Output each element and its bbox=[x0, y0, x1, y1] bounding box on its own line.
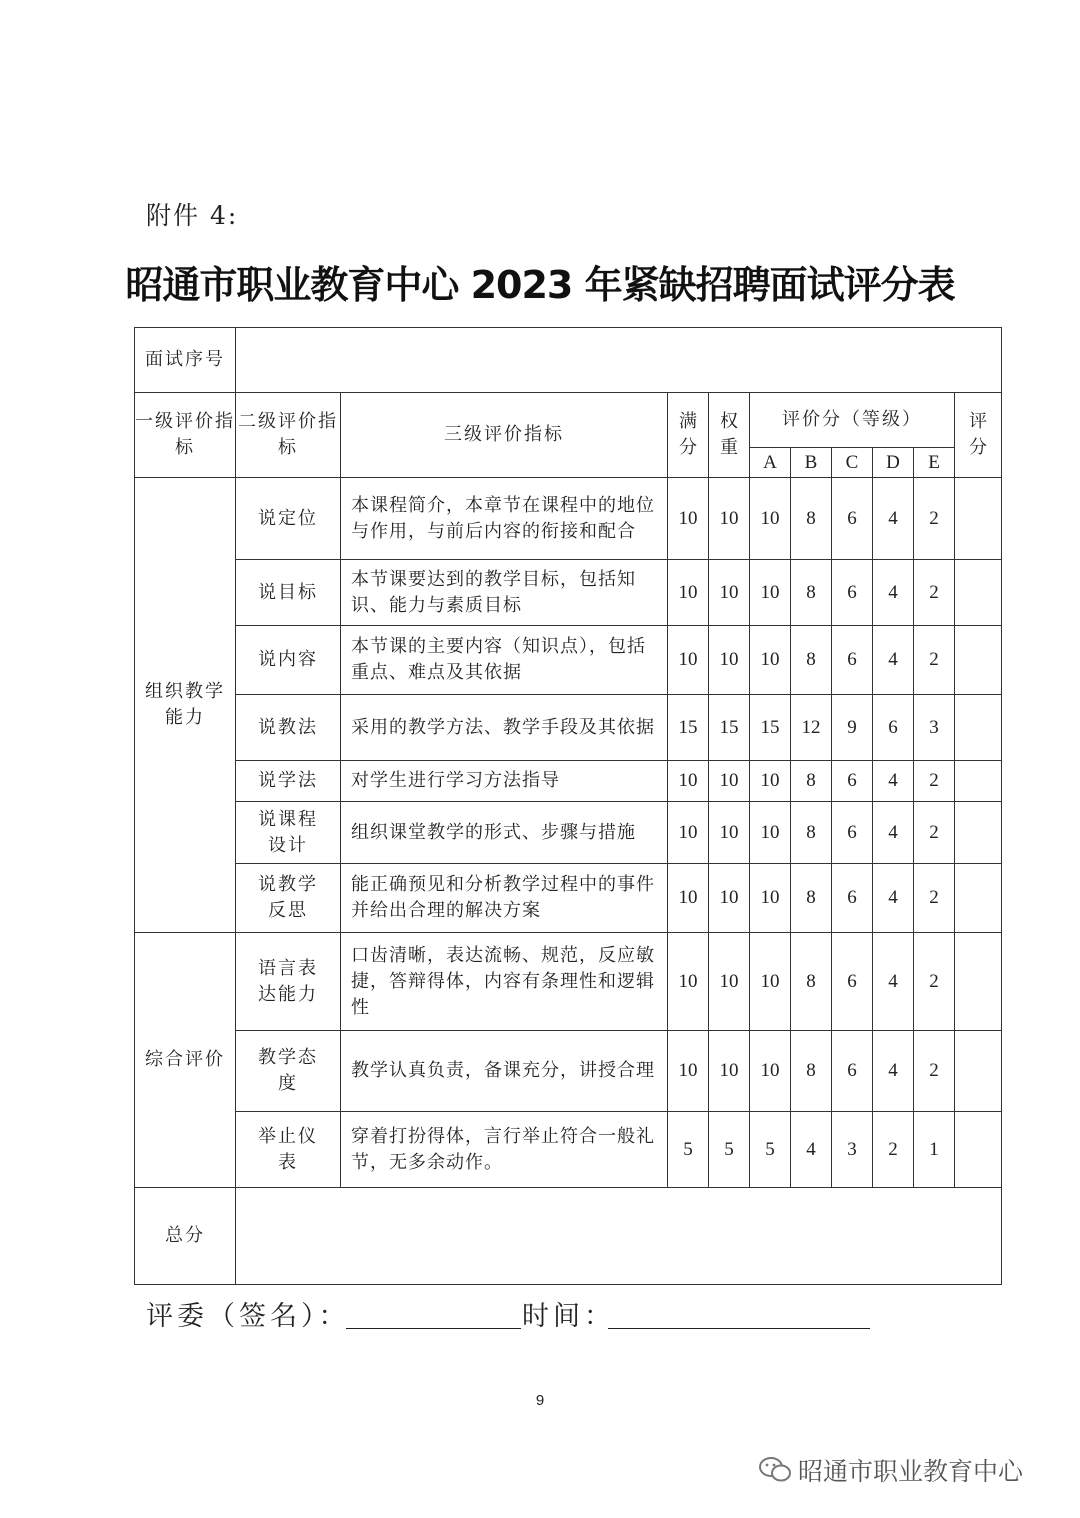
header-grade-b: B bbox=[791, 448, 832, 478]
grade-e: 2 bbox=[914, 560, 955, 626]
header-grade-c: C bbox=[832, 448, 873, 478]
item-label: 说内容 bbox=[236, 626, 341, 695]
grade-a: 5 bbox=[750, 1112, 791, 1188]
grade-b: 8 bbox=[791, 864, 832, 933]
grade-e: 2 bbox=[914, 1031, 955, 1112]
grade-a: 10 bbox=[750, 560, 791, 626]
header-grade-a: A bbox=[750, 448, 791, 478]
grade-a: 10 bbox=[750, 761, 791, 802]
item-label: 语言表达能力 bbox=[236, 933, 341, 1031]
header-level1: 一级评价指标 bbox=[135, 393, 236, 478]
grade-a: 10 bbox=[750, 626, 791, 695]
grade-c: 6 bbox=[832, 761, 873, 802]
table-row bbox=[135, 1112, 1002, 1188]
score-cell[interactable] bbox=[955, 1031, 1002, 1112]
grade-d: 6 bbox=[873, 695, 914, 761]
item-label: 说教学反思 bbox=[236, 864, 341, 933]
grade-c: 9 bbox=[832, 695, 873, 761]
grade-b: 8 bbox=[791, 478, 832, 560]
weight-value: 10 bbox=[709, 478, 750, 560]
grade-d: 4 bbox=[873, 933, 914, 1031]
grade-c: 6 bbox=[832, 802, 873, 864]
full-score: 10 bbox=[668, 802, 709, 864]
full-score: 10 bbox=[668, 761, 709, 802]
table-row bbox=[135, 761, 1002, 802]
signature-line[interactable] bbox=[346, 1328, 521, 1329]
item-description: 能正确预见和分析教学过程中的事件并给出合理的解决方案 bbox=[341, 864, 668, 933]
signature-label: 评委（签名）： bbox=[146, 1301, 350, 1332]
grade-c: 6 bbox=[832, 560, 873, 626]
full-score: 10 bbox=[668, 560, 709, 626]
grade-e: 3 bbox=[914, 695, 955, 761]
item-description: 对学生进行学习方法指导 bbox=[341, 761, 668, 802]
item-label: 说定位 bbox=[236, 478, 341, 560]
score-table bbox=[134, 327, 1002, 1285]
grade-a: 10 bbox=[750, 802, 791, 864]
page-title: 昭通市职业教育中心 2023 年紧缺招聘面试评分表 bbox=[125, 263, 955, 307]
grade-d: 4 bbox=[873, 802, 914, 864]
page-number: 9 bbox=[535, 1392, 545, 1409]
total-value[interactable] bbox=[236, 1188, 1002, 1285]
header-level3: 三级评价指标 bbox=[341, 393, 668, 478]
item-description: 本课程简介，本章节在课程中的地位与作用，与前后内容的衔接和配合 bbox=[341, 478, 668, 560]
table-row bbox=[135, 560, 1002, 626]
grade-c: 6 bbox=[832, 478, 873, 560]
score-cell[interactable] bbox=[955, 864, 1002, 933]
grade-e: 2 bbox=[914, 802, 955, 864]
grade-c: 6 bbox=[832, 933, 873, 1031]
item-label: 教学态度 bbox=[236, 1031, 341, 1112]
item-label: 说目标 bbox=[236, 560, 341, 626]
header-grade-d: D bbox=[873, 448, 914, 478]
table-row bbox=[135, 802, 1002, 864]
score-cell[interactable] bbox=[955, 1112, 1002, 1188]
weight-value: 10 bbox=[709, 933, 750, 1031]
score-cell[interactable] bbox=[955, 933, 1002, 1031]
grade-d: 4 bbox=[873, 761, 914, 802]
table-row bbox=[135, 626, 1002, 695]
grade-e: 1 bbox=[914, 1112, 955, 1188]
header-weight: 权重 bbox=[709, 393, 750, 478]
grade-a: 15 bbox=[750, 695, 791, 761]
weight-value: 10 bbox=[709, 802, 750, 864]
grade-b: 8 bbox=[791, 560, 832, 626]
item-description: 口齿清晰，表达流畅、规范，反应敏捷，答辩得体，内容有条理性和逻辑性 bbox=[341, 933, 668, 1031]
grade-b: 8 bbox=[791, 802, 832, 864]
full-score: 10 bbox=[668, 933, 709, 1031]
interview-no-value[interactable] bbox=[236, 328, 1002, 393]
item-description: 本节课的主要内容（知识点），包括重点、难点及其依据 bbox=[341, 626, 668, 695]
time-line[interactable] bbox=[608, 1328, 870, 1329]
full-score: 10 bbox=[668, 626, 709, 695]
weight-value: 10 bbox=[709, 560, 750, 626]
header-level2: 二级评价指标 bbox=[236, 393, 341, 478]
weight-value: 10 bbox=[709, 864, 750, 933]
table-row bbox=[135, 695, 1002, 761]
item-description: 教学认真负责，备课充分，讲授合理 bbox=[341, 1031, 668, 1112]
grade-d: 4 bbox=[873, 626, 914, 695]
item-label: 举止仪表 bbox=[236, 1112, 341, 1188]
watermark bbox=[758, 1452, 1023, 1488]
weight-value: 5 bbox=[709, 1112, 750, 1188]
table-row bbox=[135, 864, 1002, 933]
full-score: 10 bbox=[668, 864, 709, 933]
full-score: 15 bbox=[668, 695, 709, 761]
group-label: 组织教学能力 bbox=[135, 478, 236, 933]
score-cell[interactable] bbox=[955, 560, 1002, 626]
total-label: 总分 bbox=[135, 1188, 236, 1285]
score-cell[interactable] bbox=[955, 626, 1002, 695]
grade-d: 4 bbox=[873, 1031, 914, 1112]
weight-value: 15 bbox=[709, 695, 750, 761]
grade-c: 6 bbox=[832, 864, 873, 933]
table-row bbox=[135, 1031, 1002, 1112]
grade-e: 2 bbox=[914, 933, 955, 1031]
table-row bbox=[135, 933, 1002, 1031]
grade-b: 4 bbox=[791, 1112, 832, 1188]
header-score: 评分 bbox=[955, 393, 1002, 478]
item-label: 说学法 bbox=[236, 761, 341, 802]
grade-b: 8 bbox=[791, 761, 832, 802]
full-score: 10 bbox=[668, 1031, 709, 1112]
grade-d: 2 bbox=[873, 1112, 914, 1188]
grade-e: 2 bbox=[914, 864, 955, 933]
grade-b: 8 bbox=[791, 933, 832, 1031]
grade-a: 10 bbox=[750, 1031, 791, 1112]
grade-a: 10 bbox=[750, 478, 791, 560]
header-grade-e: E bbox=[914, 448, 955, 478]
item-description: 本节课要达到的教学目标，包括知识、能力与素质目标 bbox=[341, 560, 668, 626]
weight-value: 10 bbox=[709, 626, 750, 695]
item-label: 说课程设计 bbox=[236, 802, 341, 864]
full-score: 10 bbox=[668, 478, 709, 560]
table-row bbox=[135, 478, 1002, 560]
item-description: 组织课堂教学的形式、步骤与措施 bbox=[341, 802, 668, 864]
grade-c: 3 bbox=[832, 1112, 873, 1188]
header-full: 满分 bbox=[668, 393, 709, 478]
grade-a: 10 bbox=[750, 933, 791, 1031]
item-label: 说教法 bbox=[236, 695, 341, 761]
grade-d: 4 bbox=[873, 560, 914, 626]
header-grade: 评价分（等级） bbox=[750, 393, 955, 448]
grade-e: 2 bbox=[914, 626, 955, 695]
weight-value: 10 bbox=[709, 761, 750, 802]
score-cell[interactable] bbox=[955, 478, 1002, 560]
group-label: 综合评价 bbox=[135, 933, 236, 1188]
full-score: 5 bbox=[668, 1112, 709, 1188]
weight-value: 10 bbox=[709, 1031, 750, 1112]
grade-d: 4 bbox=[873, 478, 914, 560]
grade-b: 8 bbox=[791, 1031, 832, 1112]
grade-d: 4 bbox=[873, 864, 914, 933]
grade-c: 6 bbox=[832, 1031, 873, 1112]
total-row bbox=[135, 1188, 1002, 1285]
grade-b: 12 bbox=[791, 695, 832, 761]
grade-e: 2 bbox=[914, 478, 955, 560]
grade-c: 6 bbox=[832, 626, 873, 695]
watermark-text: 昭通市职业教育中心 bbox=[798, 1457, 1024, 1486]
grade-b: 8 bbox=[791, 626, 832, 695]
item-description: 穿着打扮得体，言行举止符合一般礼节，无多余动作。 bbox=[341, 1112, 668, 1188]
score-cell[interactable] bbox=[955, 695, 1002, 761]
score-cell[interactable] bbox=[955, 802, 1002, 864]
grade-a: 10 bbox=[750, 864, 791, 933]
item-description: 采用的教学方法、教学手段及其依据 bbox=[341, 695, 668, 761]
grade-e: 2 bbox=[914, 761, 955, 802]
score-cell[interactable] bbox=[955, 761, 1002, 802]
time-label: 时间： bbox=[522, 1301, 615, 1332]
wechat-icon bbox=[758, 1456, 792, 1484]
attachment-label: 附件 4: bbox=[146, 201, 239, 230]
interview-no-label: 面试序号 bbox=[135, 328, 236, 393]
